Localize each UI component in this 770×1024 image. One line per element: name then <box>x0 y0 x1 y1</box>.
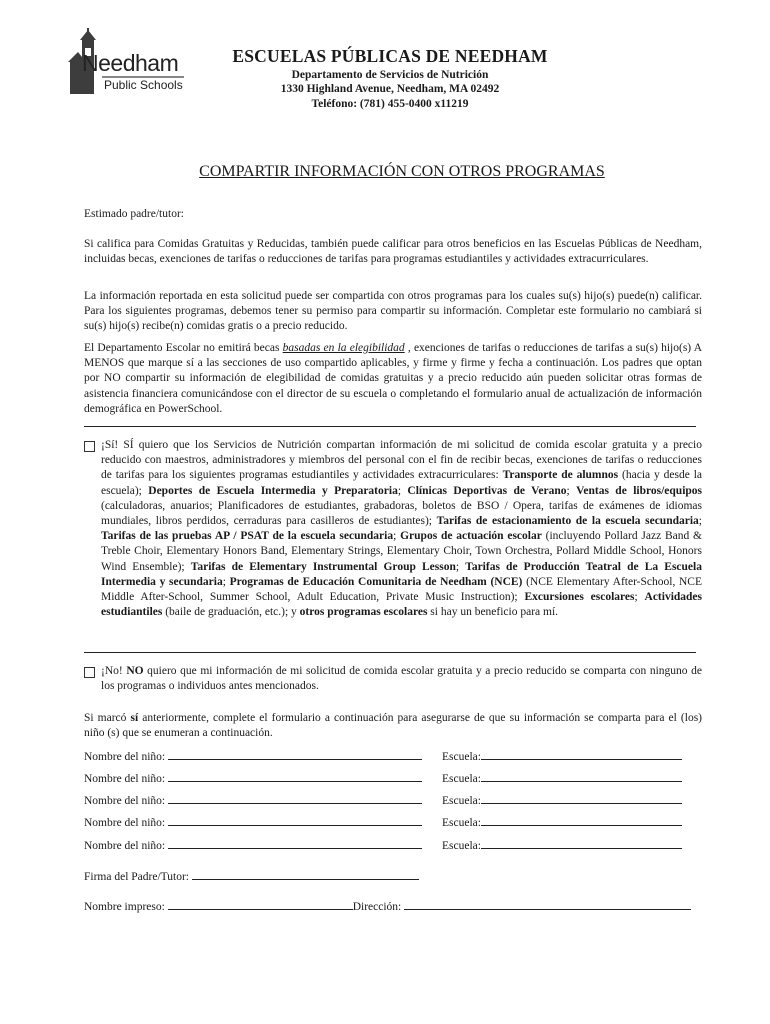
option-no <box>101 664 702 694</box>
divider <box>84 652 696 653</box>
child-name-field[interactable] <box>168 837 422 849</box>
option-yes-text: (hacia y desde la escuela); <box>101 469 702 497</box>
option-yes-text: ; <box>393 530 401 543</box>
program-ap-psat: Tarifas de las pruebas AP / PSAT de la escuela secundaria <box>101 530 394 543</box>
instructions-emphasis: sí <box>130 712 139 724</box>
program-summer-clinics: Clínicas Deportivas de Verano <box>407 484 567 497</box>
option-no-text: quiero que mi información de mi solicitud de comida escolar gratuita y a precio reducido se comparta con ninguno de los programas o individuos antes mencionados. <box>101 665 703 693</box>
program-sports: Deportes de Escuela Intermedia y Preparatoria <box>148 484 398 497</box>
program-other: otros programas escolares <box>299 606 428 619</box>
option-yes-text: (incluyendo Pollard Jazz Band & Treble Choir, Elementary Honors Band, Elementary Strings, Elementary Choir, Town Orchestra, Pollard Middle School, Honors Wind Ensemble); <box>101 530 703 573</box>
option-yes-text: ; <box>566 484 577 497</box>
option-yes-text: ; <box>222 575 230 588</box>
address-field[interactable] <box>404 898 691 910</box>
option-no-text: ¡No! <box>101 665 127 677</box>
school-field[interactable] <box>481 770 682 782</box>
option-yes-text: ; <box>634 591 645 604</box>
program-community-education: Programas de Educación Comunitaria de Needham (NCE) <box>229 575 523 588</box>
header-address: 1330 Highland Avenue, Needham, MA 02492 <box>280 83 500 95</box>
child-name-label: Nombre del niño: <box>84 773 168 785</box>
eligibility-link-text: basadas en la elegibilidad <box>282 342 405 354</box>
greeting: Estimado padre/tutor: <box>84 208 184 220</box>
option-yes-text: ; <box>455 560 466 573</box>
page-title: COMPARTIR INFORMACIÓN CON OTROS PROGRAMAS <box>199 163 605 180</box>
child-name-field[interactable] <box>168 792 422 804</box>
child-row <box>84 770 481 786</box>
option-yes-text: (NCE Elementary After-School, NCE Middle After-School, Summer School, Adult Education, Private Music Instruction); <box>101 575 703 604</box>
school-field[interactable] <box>481 748 682 760</box>
paragraph-department-text-a: El Departamento Escolar no emitirá becas <box>84 342 283 354</box>
header-department: Departamento de Servicios de Nutrición <box>291 69 489 81</box>
paragraph-department <box>84 341 702 417</box>
school-label: Escuela: <box>442 795 481 807</box>
option-yes <box>101 438 702 620</box>
program-book-sales: Ventas de libros/equipos <box>576 484 703 497</box>
option-yes-text: si hay un beneficio para mí. <box>427 606 559 619</box>
option-yes-text: (baile de graduación, etc.); y <box>162 606 300 619</box>
program-theater: Tarifas de Producción Teatral de La Escuela Intermedia y secundaria <box>101 560 702 588</box>
option-yes-text: (calculadoras, anuarios; Planificadores de estudiantes, grabadoras, boletos de BSO / Opera, tarifas de exámenes de idiomas mundiales, libros perdidos, cerraduras para casilleros de estudiantes); <box>101 499 702 528</box>
child-name-label: Nombre del niño: <box>84 817 168 829</box>
school-label: Escuela: <box>442 751 481 763</box>
child-name-label: Nombre del niño: <box>84 840 168 852</box>
child-row <box>84 837 481 853</box>
school-label: Escuela: <box>442 840 481 852</box>
child-name-label: Nombre del niño: <box>84 751 168 763</box>
program-transport: Transporte de alumnos <box>502 469 619 482</box>
signature-row <box>84 868 419 884</box>
program-student-activities: Actividades estudiantiles <box>101 591 703 619</box>
option-yes-text: ; <box>698 515 702 528</box>
address-label: Dirección: <box>352 901 405 913</box>
logo-wordmark: Needham <box>82 50 179 76</box>
logo-subtitle: Public Schools <box>104 78 183 92</box>
school-field[interactable] <box>481 792 682 804</box>
child-name-label: Nombre del niño: <box>84 795 168 807</box>
school-label: Escuela: <box>442 773 481 785</box>
option-yes-text: ¡Sí! SÍ quiero que los Servicios de Nutrición compartan información de mi solicitud de comida escolar gratuita y a precio reducido con maestros, administradores y miembros del personal con el fin de recibir becas, exenciones de tarifas o reducciones de tarifas para los siguientes programas estudiantiles y actividades extracurriculares: <box>101 439 702 482</box>
printed-name-field[interactable] <box>168 898 353 910</box>
header-phone: Teléfono: (781) 455-0400 x11219 <box>311 98 469 110</box>
paragraph-eligibility: Si califica para Comidas Gratuitas y Reducidas, también puede calificar para otros beneficios en las Escuelas Públicas de Needham, incluidas becas, exenciones de tarifas o reducciones de tarifas para programas estudiantiles y actividades extracurriculares. <box>84 238 702 266</box>
option-no-emphasis: NO <box>126 665 144 677</box>
divider <box>84 426 696 427</box>
program-parking: Tarifas de estacionamiento de la escuela secundaria <box>436 515 699 528</box>
child-name-field[interactable] <box>168 770 422 782</box>
option-no-checkbox[interactable] <box>84 667 95 678</box>
child-name-field[interactable] <box>168 748 422 760</box>
option-yes-text: ; <box>397 484 408 497</box>
child-name-field[interactable] <box>168 814 422 826</box>
signature-label: Firma del Padre/Tutor: <box>84 871 192 883</box>
school-field[interactable] <box>481 837 682 849</box>
printed-name-label: Nombre impreso: <box>84 901 168 913</box>
signature-field[interactable] <box>192 868 419 880</box>
program-performance-groups: Grupos de actuación escolar <box>400 530 542 543</box>
program-instrumental-lessons: Tarifas de Elementary Instrumental Group Lesson <box>190 560 456 573</box>
paragraph-instructions <box>84 711 702 741</box>
header-title: ESCUELAS PÚBLICAS DE NEEDHAM <box>232 46 548 66</box>
school-label: Escuela: <box>442 817 481 829</box>
paragraph-sharing: La información reportada en esta solicitud puede ser compartida con otros programas para los cuales su(s) hijo(s) puede(n) calificar. Para los siguientes programas, debemos tener su permiso para compartir su información. Completar este formulario no cambiará si su(s) hijo(s) recibe(n) comidas gratis o a precio reducido. <box>84 290 702 333</box>
instructions-text: anteriormente, complete el formulario a continuación para asegurarse de que su información se comparta para el (los) niño (s) que se enumeran a continuación. <box>84 712 703 740</box>
instructions-text: Si marcó <box>84 712 131 724</box>
child-row <box>84 748 481 764</box>
child-row <box>84 792 481 808</box>
printed-name-row <box>84 898 691 914</box>
paragraph-department-text-b: , exenciones de tarifas o reducciones de tarifas a su(s) hijo(s) A MENOS que marque sí a las secciones de uso compartido aplicables, y firme y firme y fecha a continuación. Los padres que optan por NO compartir su información de elegibilidad de comidas gratuitas y a precio reducido aún pueden solicitar otras formas de asistencia financiera comunicándose con el director de su escuela o completando el formulario anual de actualización de información demográfica en PowerSchool. <box>84 342 703 415</box>
child-row <box>84 814 481 830</box>
school-field[interactable] <box>481 814 682 826</box>
program-field-trips: Excursiones escolares <box>524 591 635 604</box>
option-yes-checkbox[interactable] <box>84 441 95 452</box>
